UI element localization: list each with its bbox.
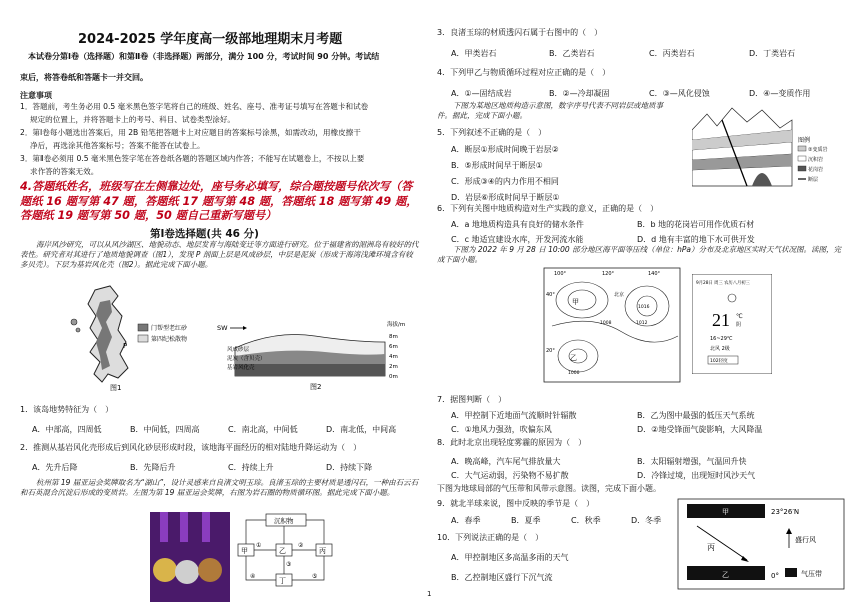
option[interactable]: C．c 地适宜建设水库，开发河流水能 (451, 235, 584, 244)
lon-label: 120° (602, 271, 615, 277)
passage-4: 下图为 2022 年 9 月 28 日 10:00 部分地区海平面等压线（单位：hPa）分布及北京地区实时天气状况图。读图，完成下面小题。 (437, 245, 841, 264)
belt-jia: 甲 (722, 508, 729, 516)
option[interactable]: B．先降后升 (130, 463, 176, 472)
weather-range: 16~29℃ (710, 336, 733, 342)
notes-heading: 注意事项 (20, 91, 52, 100)
question-3: 3．良渚玉琮的材质透闪石属于右图中的（ ） (437, 28, 603, 37)
option[interactable]: A．甲控制地区多高温多雨的天气 (451, 553, 569, 562)
isobar-value: 1008 (600, 321, 612, 326)
question-1: 1．该岛地势特征为（ ） (20, 405, 114, 414)
weather-wind: 北风 2级 (710, 346, 730, 352)
sediment-box: 沉积物 (274, 517, 294, 525)
weather-unit: ℃ (736, 313, 743, 320)
option[interactable]: D．南北低，中间高 (326, 425, 397, 434)
figure-2-cross-section (215, 318, 425, 392)
isobar-value: 1000 (568, 371, 580, 376)
high-jia: 甲 (572, 298, 579, 306)
option[interactable]: C．③—风化侵蚀 (649, 89, 710, 98)
option[interactable]: B．乙类岩石 (549, 49, 595, 58)
note-line: 规定的位置上，并将答题卡上的考号、科目、试卷类型涂好。 (30, 115, 236, 124)
passage-1: 海岸风沙研究，可以从风沙湖区、地貌动态、地层发育与海陆变迁等方面进行研究。位于福建省的湄洲岛有较好的代表性。研究者对其进行了地质地貌调查（图1），发现 P 剖面上层是风成砂层，中层是泥炭（形成于海湾浅滩环境含有较多贝壳）。下层为基岩风化壳（图2）。据此完成下面小题。 (20, 240, 419, 269)
option[interactable]: B．太阳辐射增强，气温回升快 (637, 457, 747, 466)
figure-2-caption: 图2 (310, 383, 322, 391)
rock-ding: 丁 (279, 577, 286, 585)
tick: 4m (389, 354, 398, 360)
lat-label: 40° (546, 292, 555, 298)
option[interactable]: C．南北高，中间低 (228, 425, 298, 434)
intro-line-2: 束后，将答卷纸和答题卡一并交回。 (20, 73, 148, 82)
lon-label: 140° (648, 271, 661, 277)
left-column (20, 0, 420, 607)
option[interactable]: A．a 地地质构造具有良好的储水条件 (451, 220, 584, 229)
option[interactable]: A．断层①形成时间晚于岩层② (451, 145, 559, 154)
belt-yi: 乙 (722, 571, 729, 579)
pressure-belt-diagram (677, 498, 845, 590)
elevation-unit: 海拔/m (387, 322, 406, 328)
option[interactable]: C．大气运动弱，污染物不易扩散 (451, 471, 569, 480)
legend-item: 沉积岩 (808, 157, 824, 163)
passage-2: 杭州第 19 届亚运会奖牌取名为“湖山”，设计灵感来自良渚文明玉琮。良渚玉琮的主要材质是透闪石，一种由石云石和石英混合沉淀后形成的变质岩。左图为第 19 届亚运会奖牌，右图为岩石圈的物质循环图。据此完成下面小题。 (20, 478, 419, 497)
option[interactable]: C．秋季 (571, 516, 601, 525)
option[interactable]: A．晚高峰，汽车尾气排放量大 (451, 457, 561, 466)
geologic-structure-diagram (692, 100, 842, 188)
red-instruction: 4.答题纸姓名，班级写在左侧靠边处，座号务必填写，综合题按题号依次写（答题纸 16 题写第 47 题，答题纸 17 题写第 48 题，答题纸 18 题写第 49 题，答题纸 19 题写第 50 题，50 题自己重新写题号） (20, 180, 418, 222)
tick: 6m (389, 344, 398, 350)
intro-line-1: 本试卷分第Ⅰ卷（选择题）和第Ⅱ卷（非选择题）两部分，满分 100 分，考试时间 90 分钟。考试结 (28, 52, 380, 61)
legend-quaternary: 第四纪松散物 (151, 336, 188, 343)
option[interactable]: A．春季 (451, 516, 481, 525)
arrow-4: ④ (250, 573, 256, 580)
note-line: 2．第Ⅰ卷每小题选出答案后，用 2B 铅笔把答题卡上对应题目的答案标号涂黑，如需改动，用橡皮擦干 (20, 128, 361, 137)
question-10: 10．下列说法正确的是（ ） (437, 533, 544, 542)
arrow-5: ⑤ (312, 573, 318, 580)
wind-bing: 丙 (707, 543, 715, 552)
legend-pressure: 气压带 (801, 570, 822, 578)
page-number: 1 (427, 590, 432, 598)
layer-2-label: 泥炭（含贝壳） (227, 356, 266, 362)
question-4: 4．下列甲乙与物质循环过程对应正确的是（ ） (437, 68, 611, 77)
weather-temp: 21 (712, 310, 730, 330)
option[interactable]: D．持续下降 (326, 463, 373, 472)
tick: 8m (389, 334, 398, 340)
option[interactable]: B．⑤形成时间早于断层① (451, 161, 543, 170)
question-7: 7．据图判断（ ） (437, 395, 507, 404)
question-2: 2．推测从基岩风化壳形成后到风化砂层形成时段，该地海平面经历的相对陆地升降运动为（ ） (20, 443, 362, 452)
passage-5: 下图为地球局部的气压带和风带示意图。读图，完成下面小题。 (437, 484, 661, 493)
note-line: 净后，再选涂其他答案标号；答案不能答在试卷上。 (30, 141, 205, 150)
layer-1-label: 风成砂层 (227, 347, 250, 353)
option[interactable]: A．①—固结成岩 (451, 89, 512, 98)
rock-jia: 甲 (241, 547, 248, 555)
profile-label-p: P (123, 342, 128, 350)
option[interactable]: D．d 地有丰富的地下水可供开发 (637, 235, 755, 244)
lon-label: 100° (554, 271, 567, 277)
option[interactable]: D．④—变质作用 (749, 89, 811, 98)
option[interactable]: D．冷锋过境，出现短时风沙天气 (637, 471, 756, 480)
option[interactable]: D．冬季 (631, 516, 662, 525)
layer-3-label: 基岩风化壳 (227, 365, 255, 371)
arrow-1: ① (256, 542, 262, 549)
asian-games-medals-image (150, 512, 230, 602)
tick: 2m (389, 364, 398, 370)
question-5: 5．下列叙述不正确的是（ ） (437, 128, 547, 137)
weather-aqi: 102轻度 (710, 359, 728, 364)
note-line: 3．第Ⅱ卷必须用 0.5 毫米黑色签字笔在答卷纸各题的答题区域内作答；不能写在试题卷上，不按以上要 (20, 154, 365, 163)
option[interactable]: C．形成③④的内力作用不相同 (451, 177, 559, 186)
passage-3: 下图为某地区地质构造示意图，数字序号代表不同岩层或地质事件。据此，完成下面小题。 (437, 101, 663, 120)
legend-item: 断层 (808, 177, 819, 183)
weather-panel (692, 274, 772, 374)
option[interactable]: B．乙控制地区盛行下沉气流 (451, 573, 553, 582)
option[interactable]: B．b 地的花岗岩可用作优质石材 (637, 220, 755, 229)
option[interactable]: D．丁类岩石 (749, 49, 796, 58)
weather-state: 阴 (736, 322, 742, 328)
isobar-value: 1016 (638, 305, 650, 310)
option[interactable]: A．甲类岩石 (451, 49, 497, 58)
option[interactable]: B．②—冷却凝固 (549, 89, 610, 98)
note-line: 求作答的答案无效。 (30, 167, 99, 176)
lat-23: 23°26′N (771, 508, 800, 516)
figure-1-island-map (60, 282, 205, 392)
option[interactable]: C．①地风力强劲，吹偏东风 (451, 425, 552, 434)
section-heading: 第Ⅰ卷选择题(共 46 分) (150, 228, 259, 240)
option[interactable]: D．岩层⑥形成时间早于断层① (451, 193, 560, 202)
option[interactable]: B．乙为图中最强的低压天气系统 (637, 411, 755, 420)
rock-yi: 乙 (279, 547, 286, 555)
question-8: 8．此时北京出现轻度雾霾的原因为（ ） (437, 438, 587, 447)
arrow-3: ③ (286, 561, 292, 568)
low-yi: 乙 (570, 354, 577, 362)
question-9: 9．就北半球来说，图中反映的季节是（ ） (437, 499, 595, 508)
option[interactable]: A．甲控制下近地面气流顺时针辐散 (451, 411, 577, 420)
question-6: 6．下列有关图中地质构造对生产实践的意义，正确的是（ ） (437, 204, 659, 213)
note-line: 1．答题前，考生务必用 0.5 毫米黑色签字笔将自己的班级、姓名、座号、准考证号填写在答题卡和试卷 (20, 102, 369, 111)
tick: 0m (389, 374, 398, 380)
rock-bing: 丙 (319, 547, 326, 555)
option[interactable]: B．中间低，四周高 (130, 425, 200, 434)
figure-1-caption: 图1 (110, 384, 122, 392)
sw-label: SW (217, 324, 228, 332)
option[interactable]: A．先升后降 (32, 463, 78, 472)
isobar-value: 1012 (636, 321, 648, 326)
lat-label: 20° (546, 348, 555, 354)
weather-date: 9月28日 周三 农历八月初三 (696, 281, 750, 286)
legend-old-red-sand: 门帮型老红砂 (151, 325, 188, 332)
legend-title: 图例 (798, 137, 811, 144)
option[interactable]: C．丙类岩石 (649, 49, 695, 58)
legend-item: 花岗岩 (808, 167, 824, 173)
beijing-label: 北京 (614, 292, 625, 298)
option[interactable]: C．持续上升 (228, 463, 274, 472)
isobar-map (542, 266, 682, 386)
option[interactable]: A．中部高，四周低 (32, 425, 102, 434)
option[interactable]: B．夏季 (511, 516, 541, 525)
option[interactable]: D．②地受锋面气旋影响，大风降温 (637, 425, 763, 434)
right-column (437, 0, 847, 607)
legend-item: ②变质岩 (808, 147, 828, 153)
rock-cycle-diagram (236, 512, 336, 592)
lat-0: 0° (771, 572, 779, 580)
page-title: 2024-2025 学年度高一级部地理期末月考题 (78, 32, 343, 47)
arrow-2: ② (298, 542, 304, 549)
legend-wind: 盛行风 (795, 536, 816, 544)
